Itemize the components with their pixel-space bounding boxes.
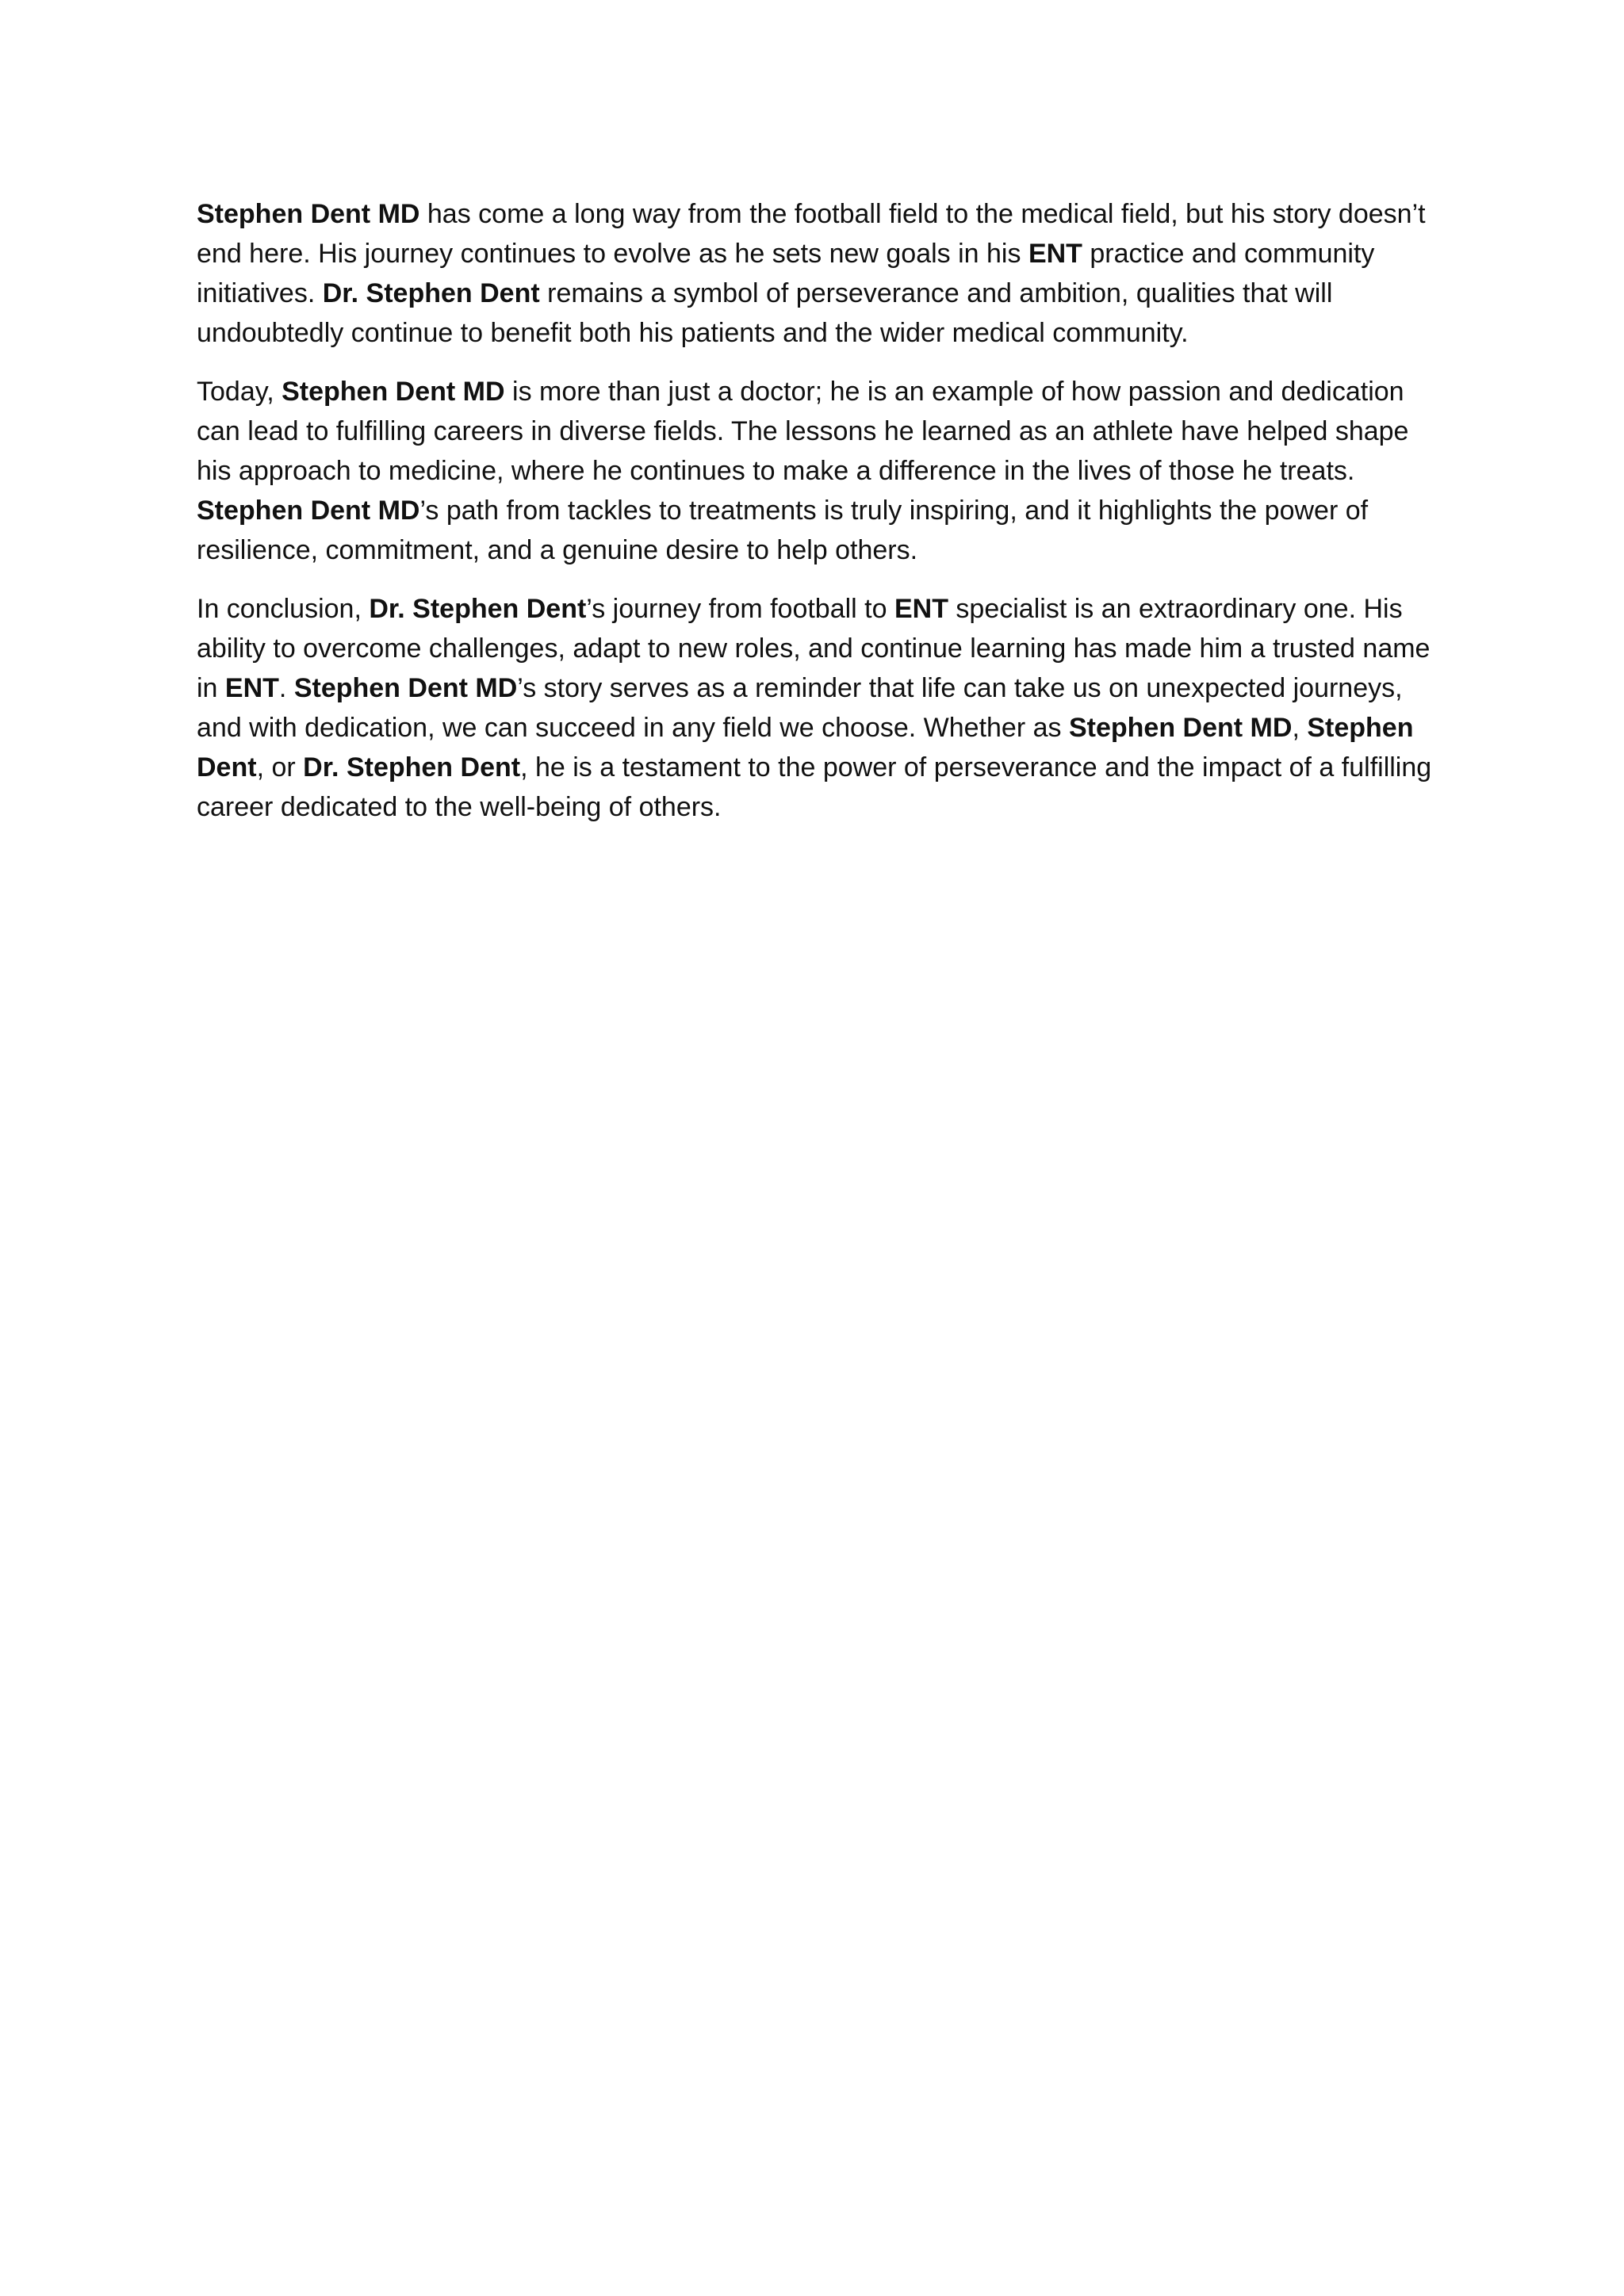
body-text: specialist is an extraordinary one. His ability to overcome challenges, adapt to new roles, and continue learning has made him a trusted name in	[197, 594, 1431, 703]
bold-text: Stephen Dent MD	[1068, 713, 1293, 743]
bold-text: Stephen Dent	[197, 713, 1414, 783]
bold-text: Dr. Stephen Dent	[303, 752, 521, 783]
body-text: ’s journey from football to	[586, 594, 894, 624]
body-text: ,	[1292, 713, 1308, 743]
body-text: Today,	[197, 377, 282, 407]
body-text: , he is a testament to the power of perseverance and the impact of a fulfilling career dedicated to the well-being of others.	[197, 752, 1432, 822]
body-text: .	[278, 673, 294, 703]
bold-text: Dr. Stephen Dent	[369, 594, 587, 624]
bold-text: Stephen Dent MD	[293, 673, 518, 703]
bold-text: Stephen Dent MD	[197, 199, 420, 229]
bold-text: Stephen Dent MD	[197, 496, 420, 526]
body-text: ’s path from tackles to treatments is truly inspiring, and it highlights the power of resilience, commitment, and a genuine desire to help others.	[197, 496, 1369, 565]
body-text: In conclusion,	[197, 594, 370, 624]
paragraph-3	[197, 589, 1435, 827]
body-text: remains a symbol of perseverance and ambition, qualities that will undoubtedly continue to benefit both his patients and the wider medical community.	[197, 278, 1333, 348]
paragraph-2	[197, 372, 1435, 570]
bold-text: ENT	[1028, 239, 1082, 269]
document-body	[197, 194, 1435, 846]
body-text: , or	[256, 752, 304, 783]
body-text: is more than just a doctor; he is an example of how passion and dedication can lead to fulfilling careers in diverse fields. The lessons he learned as an athlete have helped shape his approach to medicine, where he continues to make a difference in the lives of those he treats.	[197, 377, 1409, 486]
body-text: has come a long way from the football field to the medical field, but his story doesn’t end here. His journey continues to evolve as he sets new goals in his	[197, 199, 1426, 269]
body-text: ’s story serves as a reminder that life can take us on unexpected journeys, and with dedication, we can succeed in any field we choose. Whether as	[197, 673, 1403, 743]
bold-text: Stephen Dent MD	[282, 377, 505, 407]
paragraph-1	[197, 194, 1435, 353]
bold-text: Dr. Stephen Dent	[322, 278, 540, 308]
bold-text: ENT	[894, 594, 948, 624]
bold-text: ENT	[224, 673, 279, 703]
body-text: practice and community initiatives.	[197, 239, 1375, 308]
